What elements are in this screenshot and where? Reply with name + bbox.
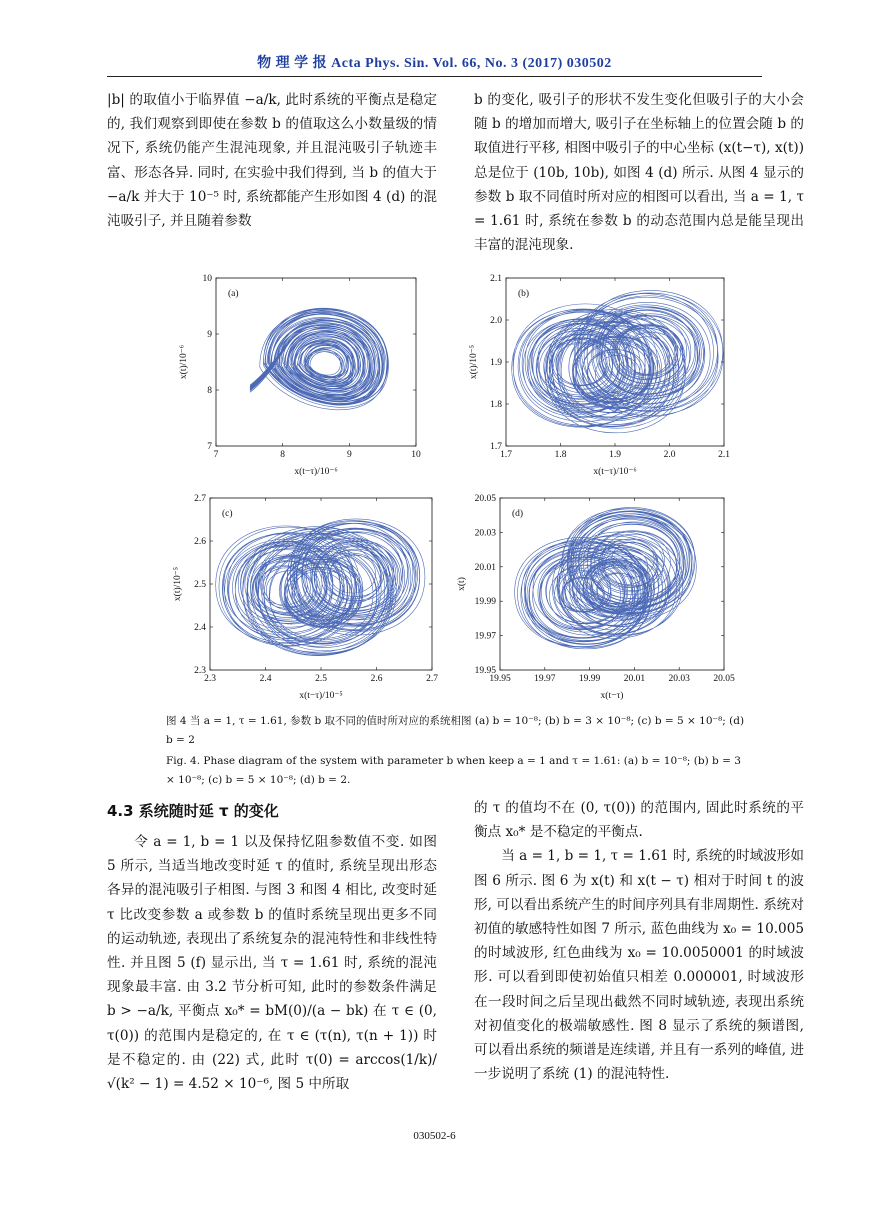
y-tick-label: 2.1 — [490, 274, 502, 284]
panel-label: (c) — [222, 509, 233, 519]
x-tick-label: 9 — [346, 450, 352, 460]
x-tick-label: 2.7 — [426, 674, 438, 684]
x-tick-label: 2.4 — [259, 674, 272, 684]
paragraph: |b| 的取值小于临界值 −a/k, 此时系统的平衡点是稳定的, 我们观察到即使在参数 b 的值取这么小数量级的情况下, 系统仍能产生混沌现象, 并且混沌吸引子轨迹丰富、形态各异. 同时, 在实验中我们得到, 当 b 的值大于 −a/k 并大于 10⁻⁵ 时, 系统都能产生形如图 4 (d) 的混沌吸引子, 并且随着参数 — [107, 92, 437, 230]
y-tick-label: 2.4 — [194, 623, 206, 633]
x-tick-label: 20.05 — [713, 674, 735, 684]
phase-panel-c — [172, 494, 438, 701]
attractor-trajectory — [216, 519, 425, 656]
x-tick-label: 2.3 — [204, 674, 216, 684]
paragraph: b 的变化, 吸引子的形状不发生变化但吸引子的大小会随 b 的增加而增大, 吸引子在坐标轴上的位置会随 b 的取值进行平移, 相图中吸引子的中心坐标 (x(t−τ), x(t)) 总是位于 (10b, 10b), 如图 4 (d) 所示. 从图 4 显示的参数 b 取不同值时所对应的相图可以看出, 当 a = 1, τ = 1.61 时, 系统在参数 b 的动态范围内总是能呈现出丰富的混沌现象. — [474, 92, 804, 254]
x-tick-label: 2.0 — [663, 450, 676, 460]
y-tick-label: 1.8 — [490, 400, 502, 410]
section-title: 4.3 系统随时延 τ 的变化 — [107, 802, 279, 820]
x-tick-label: 2.5 — [315, 674, 327, 684]
y-tick-label: 2.0 — [490, 316, 502, 326]
x-tick-label: 20.01 — [623, 674, 646, 684]
figure-caption — [166, 712, 746, 790]
x-axis-label: x(t−τ) — [600, 691, 624, 701]
y-tick-label: 9 — [207, 330, 212, 340]
body-text-top-left — [107, 88, 437, 233]
x-axis-label: x(t−τ)/10⁻⁶ — [294, 467, 338, 477]
x-axis-label: x(t−τ)/10⁻⁵ — [299, 691, 343, 701]
y-tick-label: 20.01 — [474, 562, 496, 573]
attractor-trajectory — [515, 507, 697, 648]
y-tick-label: 20.05 — [474, 494, 496, 504]
x-tick-label: 1.8 — [554, 450, 567, 460]
y-tick-label: 2.6 — [194, 537, 206, 547]
y-axis-label: x(t)/10⁻⁵ — [173, 566, 183, 602]
figure-4 — [160, 268, 760, 708]
y-tick-label: 2.7 — [194, 494, 206, 504]
y-tick-label: 2.3 — [194, 666, 206, 676]
y-tick-label: 20.03 — [474, 528, 496, 539]
panel-label: (d) — [512, 509, 524, 519]
caption-zh: 图 4 当 a = 1, τ = 1.61, 参数 b 取不同的值时所对应的系统相图 (a) b = 10⁻⁸; (b) b = 3 × 10⁻⁸; (c) b = 5 × 10⁻⁸; (d) b = 2 — [166, 715, 745, 746]
y-tick-label: 19.95 — [474, 666, 496, 676]
y-tick-label: 19.97 — [474, 631, 496, 642]
x-tick-label: 1.7 — [500, 450, 512, 460]
x-tick-label: 2.6 — [370, 674, 383, 684]
x-tick-label: 1.9 — [609, 450, 621, 460]
x-tick-label: 19.95 — [489, 674, 511, 684]
x-tick-label: 19.97 — [534, 674, 556, 684]
body-text-bottom-right — [474, 796, 804, 1086]
body-text-top-right — [474, 88, 804, 257]
body-text-bottom-left — [107, 830, 437, 1096]
x-tick-label: 7 — [213, 450, 219, 460]
y-tick-label: 10 — [202, 274, 212, 284]
y-tick-label: 1.9 — [490, 358, 502, 368]
attractor-trajectory — [512, 290, 723, 432]
phase-panel-a — [178, 274, 421, 477]
phase-diagram-figure — [160, 268, 760, 708]
y-tick-label: 8 — [207, 386, 212, 396]
page-number: 030502-6 — [413, 1130, 456, 1142]
header-rule — [107, 76, 762, 77]
y-tick-label: 1.7 — [490, 442, 502, 452]
y-axis-label: x(t) — [457, 577, 467, 591]
y-axis-label: x(t)/10⁻⁶ — [179, 344, 189, 380]
paragraph: 令 a = 1, b = 1 以及保持忆阻参数值不变. 如图 5 所示, 当适当地改变时延 τ 的值时, 系统呈现出形态各异的混沌吸引子相图. 与图 3 和图 4 相比, 改变时延 τ 比改变参数 a 或参数 b 的值时系统呈现出更多不同的运动轨迹, 表现出了系统复杂的混沌特性和非线性特性. 并且图 5 (f) 显示出, 当 τ = 1.61 时, 系统的混沌现象最丰富. 由 3.2 节分析可知, 此时的参数条件满足 b > −a/k, 平衡点 x₀* = bM(0)/(a − bk) 在 τ ∈ (0, τ(0)) 的范围内是稳定的, 在 τ ∈ (τ(n), τ(n + 1)) 时是不稳定的. 由 (22) 式, 此时 τ(0) = arccos(1/k)/√(k² − 1) = 4.52 × 10⁻⁶, 图 5 中所取 — [107, 834, 437, 1093]
y-axis-label: x(t)/10⁻⁵ — [469, 344, 479, 380]
x-tick-label: 19.99 — [578, 674, 601, 684]
panel-label: (a) — [228, 289, 239, 299]
phase-panel-d — [456, 494, 735, 701]
y-tick-label: 19.99 — [474, 597, 496, 608]
phase-panel-b — [468, 274, 730, 477]
x-tick-label: 10 — [411, 450, 421, 460]
x-tick-label: 20.03 — [668, 674, 690, 684]
journal-header: 物 理 学 报 Acta Phys. Sin. Vol. 66, No. 3 (2017) 030502 — [257, 56, 612, 71]
y-tick-label: 2.5 — [194, 580, 206, 590]
x-tick-label: 8 — [280, 450, 286, 460]
x-tick-label: 2.1 — [718, 450, 730, 460]
y-tick-label: 7 — [207, 442, 212, 452]
panel-label: (b) — [518, 289, 530, 299]
attractor-trajectory — [250, 308, 388, 410]
paragraph: 当 a = 1, b = 1, τ = 1.61 时, 系统的时域波形如图 6 所示. 图 6 为 x(t) 和 x(t − τ) 相对于时间 t 的波形, 可以看出系统产生的时间序列具有非周期性. 系统对初值的敏感特性如图 7 所示, 蓝色曲线为 x₀ = 10.005 的时域波形, 红色曲线为 x₀ = 10.0050001 的时域波形. 可以看到即使初始值只相差 0.000001, 时域波形在一段时间之后呈现出截然不同时域轨迹, 表现出系统对初值变化的极端敏感性. 图 8 显示了系统的频谱图, 可以看出系统的频谱是连续谱, 并且有一系列的峰值, 进一步说明了系统 (1) 的混沌特性. — [474, 848, 804, 1083]
caption-en: Fig. 4. Phase diagram of the system with parameter b when keep a = 1 and τ = 1.61: (a) b = 10⁻⁸; (b) b = 3 × 10⁻⁸; (c) b = 5 × 10⁻⁸; (d) b = 2. — [166, 755, 741, 786]
x-axis-label: x(t−τ)/10⁻⁶ — [593, 467, 637, 477]
paragraph: 的 τ 的值均不在 (0, τ(0)) 的范围内, 固此时系统的平衡点 x₀* 是不稳定的平衡点. — [474, 800, 804, 841]
